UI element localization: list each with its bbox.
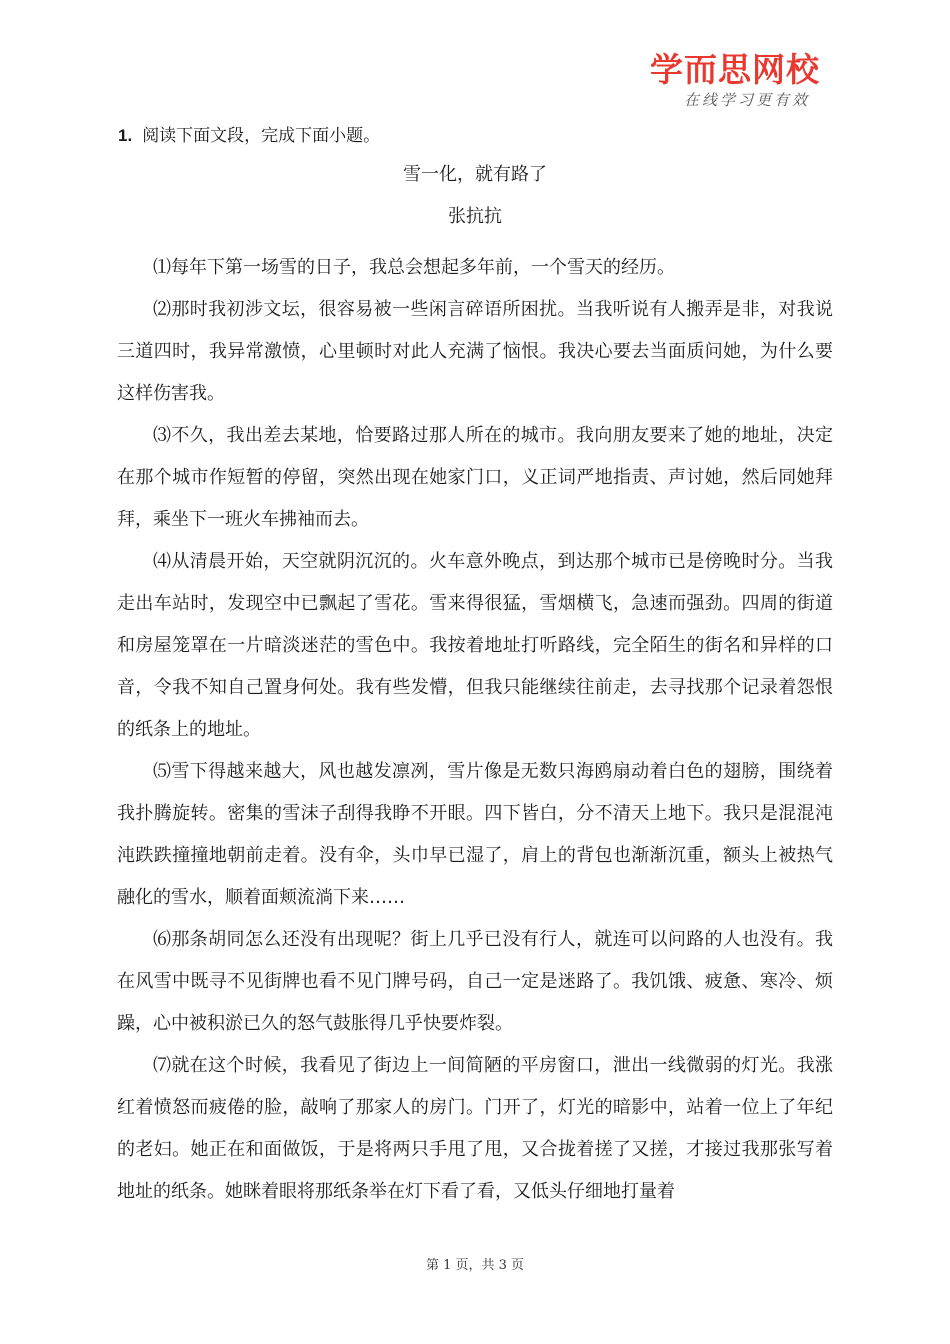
paragraph-2: ⑵那时我初涉文坛，很容易被一些闲言碎语所困扰。当我听说有人搬弄是非，对我说三道四时，我异常激愤，心里顿时对此人充满了恼恨。我决心要去当面质问她，为什么要这样伤害我。: [117, 299, 833, 404]
paragraph-5: ⑸雪下得越来越大，风也越发凛冽，雪片像是无数只海鸥扇动着白色的翅膀，围绕着我扑腾旋转。密集的雪沫子刮得我睁不开眼。四下皆白，分不清天上地下。我只是混混沌沌跌跌撞撞地朝前走着。没有伞，头巾早已湿了，肩上的背包也渐渐沉重，额头上被热气融化的雪水，顺着面颊流淌下来……: [117, 761, 833, 908]
brand-logo: [650, 50, 840, 116]
article-title: 雪一化，就有路了: [403, 164, 547, 185]
logo-slogan: 在线学习更有效: [684, 91, 811, 109]
logo-title: 学而思网校: [650, 50, 820, 89]
paragraph-1: ⑴每年下第一场雪的日子，我总会想起多年前，一个雪天的经历。: [153, 257, 675, 278]
paragraph-6: ⑹那条胡同怎么还没有出现呢？街上几乎已没有行人，就连可以问路的人也没有。我在风雪中既寻不见街牌也看不见门牌号码，自己一定是迷路了。我饥饿、疲惫、寒冷、烦躁，心中被积淤已久的怒气鼓胀得几乎快要炸裂。: [117, 929, 833, 1034]
page-footer: 第 1 页，共 3 页: [425, 1258, 525, 1273]
paragraph-7: ⑺就在这个时候，我看见了街边上一间简陋的平房窗口，泄出一线微弱的灯光。我涨红着愤怒而疲倦的脸，敲响了那家人的房门。门开了，灯光的暗影中，站着一位上了年纪的老妇。她正在和面做饭，于是将两只手甩了甩，又合拢着搓了又搓，才接过我那张写着地址的纸条。她眯着眼将那纸条举在灯下看了看，又低头仔细地打量着: [117, 1055, 833, 1202]
article-body: [117, 247, 833, 1213]
question-heading: [118, 124, 380, 148]
paragraph-3: ⑶不久，我出差去某地，恰要路过那人所在的城市。我向朋友要来了她的地址，决定在那个城市作短暂的停留，突然出现在她家门口，义正词严地指责、声讨她，然后同她拜拜，乘坐下一班火车拂袖而去。: [117, 425, 833, 530]
question-instruction: 阅读下面文段，完成下面小题。: [142, 126, 381, 146]
paragraph-4: ⑷从清晨开始，天空就阴沉沉的。火车意外晚点，到达那个城市已是傍晚时分。当我走出车站时，发现空中已飘起了雪花。雪来得很猛，雪烟横飞，急速而强劲。四周的街道和房屋笼罩在一片暗淡迷茫的雪色中。我按着地址打听路线，完全陌生的街名和异样的口音，令我不知自己置身何处。我有些发懵，但我只能继续往前走，去寻找那个记录着怨恨的纸条上的地址。: [117, 551, 833, 740]
article-author: 张抗抗: [448, 206, 502, 227]
question-number: 1.: [118, 126, 133, 145]
